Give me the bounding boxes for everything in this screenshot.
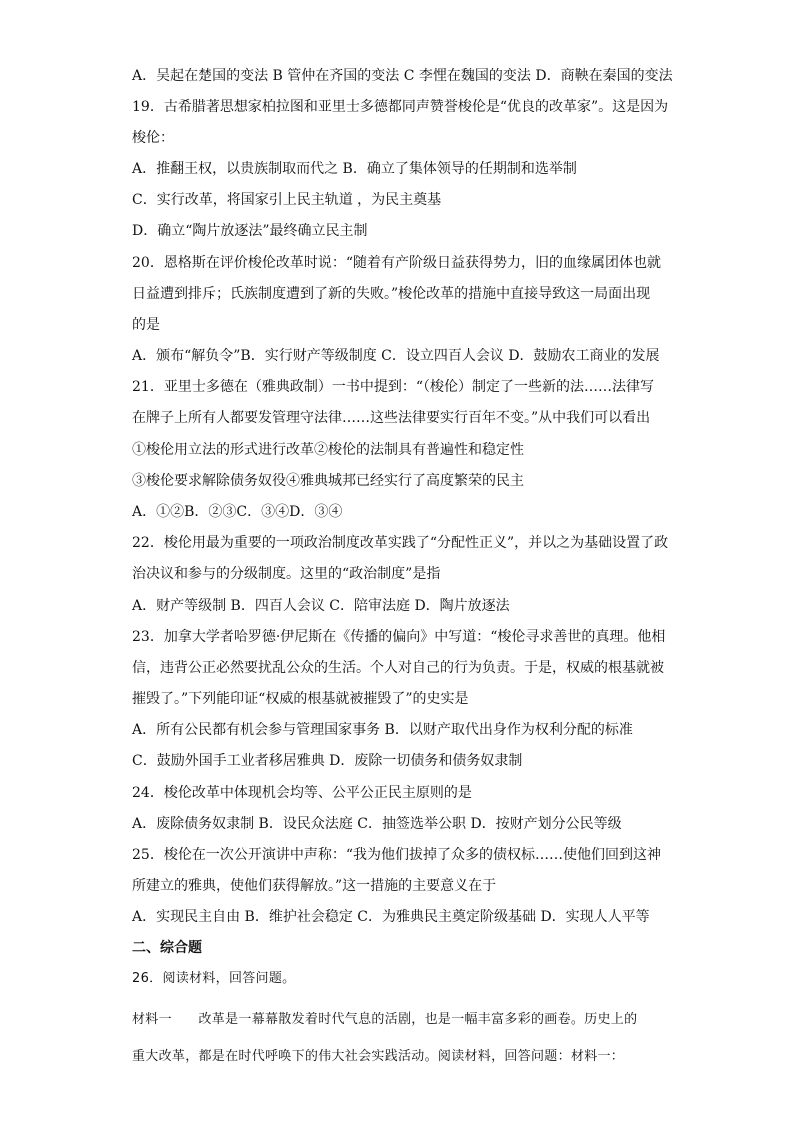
text-line: ③梭伦要求解除债务奴役④雅典城邦已经实行了高度繁荣的民主 [132,473,524,489]
text-line: C．实行改革，将国家引上民主轨道 ，为民主奠基 [132,192,442,208]
text-line: 摧毁了。”下列能印证“权威的根基就被摧毁了”的史实是 [132,691,469,707]
text-line: A．推翻王权，以贵族制取而代之 B．确立了集体领导的任期制和选举制 [132,161,577,177]
text-line: 19．古希腊著思想家柏拉图和亚里士多德都同声赞誉梭伦是“优良的改革家”。这是因为 [132,99,669,115]
text-line: C．鼓励外国手工业者移居雅典 D．废除一切债务和债务奴隶制 [132,753,523,769]
text-line: 所建立的雅典，使他们获得解放。”这一措施的主要意义在于 [132,878,497,894]
question-26: 26．阅读材料，回答问题。 [132,971,296,986]
text-line: A．所有公民都有机会参与管理国家事务 B．以财产取代出身作为权利分配的标准 [132,722,633,738]
text-line: 信，违背公正必然要扰乱公众的生活。个人对自己的行为负责。于是，权威的根基就被 [132,660,664,676]
text-line: A．财产等级制 B．四百人会议 C．陪审法庭 D．陶片放逐法 [132,598,510,614]
text-line: 24．梭伦改革中体现机会均等、公平公正民主原则的是 [132,785,472,801]
text-line: 25．梭伦在一次公开演讲中声称：“我为他们拔掉了众多的债权标……使他们回到这神 [132,847,661,863]
text-line: 的是 [132,317,160,333]
text-line: A．颁布“解负令”B．实行财产等级制度 C．设立四百人会议 D．鼓励农工商业的发展 [132,348,660,364]
material-line: 材料一 改革是一幕幕散发着时代气息的活剧，也是一幅丰富多彩的画卷。历史上的 [132,1012,638,1027]
text-line: 梭伦： [132,130,174,146]
text-line: 在牌子上所有人都要发管理守法律……这些法律要实行百年不变。”从中我们可以看出 [132,410,651,426]
text-line: D．确立“陶片放逐法”最终确立民主制 [132,223,368,239]
text-line: 20．恩格斯在评价梭伦改革时说：“随着有产阶级日益获得势力，旧的血缘属团体也就 [132,255,661,271]
text-line: ①梭伦用立法的形式进行改革②梭伦的法制具有普遍性和稳定性 [132,442,524,458]
section-heading: 二、综合题 [132,940,202,956]
text-line: 日益遭到排斥；氏族制度遭到了新的失败。”梭伦改革的措施中直接导致这一局面出现 [132,286,651,302]
material-line: 重大改革，都是在时代呼唤下的伟大社会实践活动。阅读材料，回答问题：材料一： [132,1049,625,1064]
text-line: 22．梭伦用最为重要的一项政治制度改革实践了“分配性正义”，并以之为基础设置了政 [132,535,669,551]
text-line: 21．亚里士多德在（雅典政制）一书中提到：“（梭伦）制定了一些新的法……法律写 [132,379,654,395]
text-line: 23．加拿大学者哈罗德·伊尼斯在《传播的偏向》中写道：“梭伦寻求善世的真理。他相 [132,629,666,645]
text-line: A．①②B．②③C．③④D．③④ [132,504,343,520]
text-line: A．吴起在楚国的变法 B 管仲在齐国的变法 C 李悝在魏国的变法 D．商鞅在秦国的变法 [132,68,673,84]
text-line: A．废除债务奴隶制 B．设民众法庭 C．抽签选举公职 D．按财产划分公民等级 [132,816,622,832]
text-line: A．实现民主自由 B．维护社会稳定 C．为雅典民主奠定阶级基础 D．实现人人平等 [132,909,650,925]
text-line: 治决议和参与的分级制度。这里的“政治制度”是指 [132,566,441,582]
